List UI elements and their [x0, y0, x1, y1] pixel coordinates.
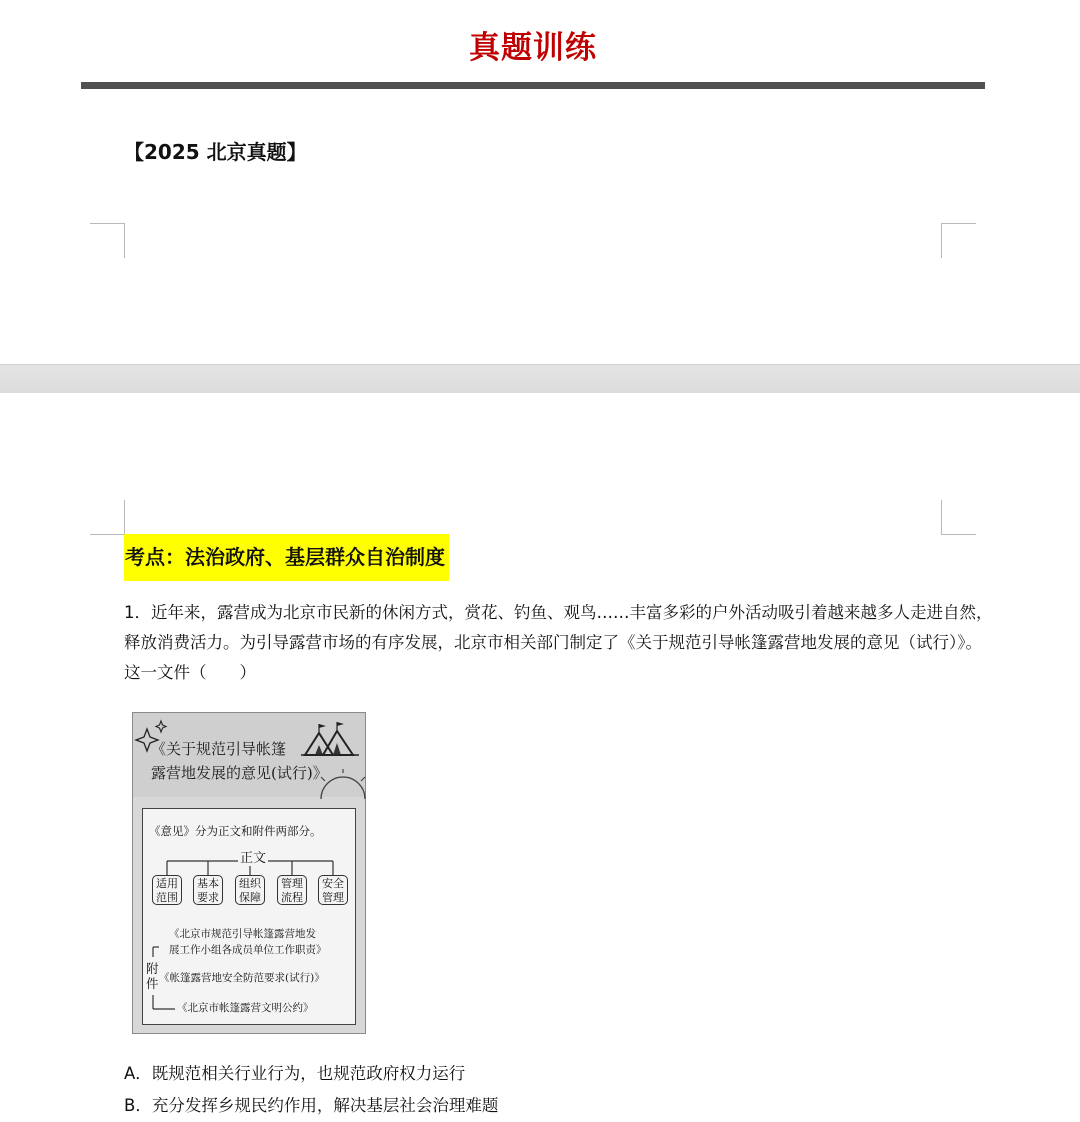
figure-intro-text: 《意见》分为正文和附件两部分。 [149, 824, 322, 838]
box-line: 管理 [322, 891, 344, 904]
box-line: 流程 [281, 891, 303, 904]
main-item-box [152, 875, 182, 905]
option-b: B．充分发挥乡规民约作用，解决基层社会治理难题 [124, 1096, 499, 1115]
option-a: A．既规范相关行业行为，也规范政府权力运行 [124, 1064, 466, 1083]
figure-connector-lines [143, 809, 357, 1026]
figure-header [133, 713, 365, 797]
question-1-stem [124, 598, 993, 688]
page-corner-mark-bottom-right [941, 500, 976, 535]
box-line: 范围 [156, 891, 178, 904]
box-line: 管理 [281, 877, 303, 890]
attachment-item: 展工作小组各成员单位工作职责》 [169, 944, 327, 956]
document-page-1 [0, 0, 1080, 364]
attachment-item: 《北京市帐篷露营文明公约》 [177, 1002, 314, 1014]
figure-title-line: 《关于规范引导帐篷 [151, 740, 287, 758]
page-corner-mark-top-left [90, 223, 125, 258]
topic-highlight: 考点：法治政府、基层群众自治制度 [124, 534, 449, 581]
main-item-box [193, 875, 223, 905]
attachment-item: 《北京市规范引导帐篷露营地发 [169, 928, 316, 940]
figure-content-panel [142, 808, 356, 1025]
question-line: 1．近年来，露营成为北京市民新的休闲方式，赏花、钓鱼、观鸟……丰富多彩的户外活动吸引着越来越多人走进自然， [124, 603, 993, 622]
box-line: 组织 [239, 877, 261, 890]
title-divider [81, 82, 985, 89]
main-item-box [318, 875, 348, 905]
question-line: 这一文件（ ） [124, 663, 256, 682]
main-text-label: 正文 [238, 847, 268, 866]
attachment-label: 附件 [146, 961, 159, 991]
box-line: 要求 [197, 891, 219, 904]
figure-title-line: 露营地发展的意见(试行)》 [151, 764, 328, 782]
figure-title [151, 737, 328, 785]
box-line: 基本 [197, 877, 219, 890]
main-item-box [277, 875, 307, 905]
page-corner-mark-bottom-left [90, 500, 125, 535]
page-corner-mark-top-right [941, 223, 976, 258]
main-item-box [235, 875, 265, 905]
page-break-gap [0, 364, 1080, 394]
attachment-item: 《帐篷露营地安全防范要求(试行)》 [159, 972, 325, 984]
page-title: 真题训练 [469, 30, 597, 66]
document-structure-figure [132, 712, 366, 1034]
question-line: 释放消费活力。为引导露营市场的有序发展，北京市相关部门制定了《关于规范引导帐篷露营地发展的意见（试行）》。 [124, 633, 982, 652]
exam-source-label: 【2025 北京真题】 [124, 140, 307, 164]
box-line: 适用 [156, 877, 178, 890]
box-line: 保障 [239, 891, 261, 904]
box-line: 安全 [322, 877, 344, 890]
answer-options [124, 1058, 498, 1122]
